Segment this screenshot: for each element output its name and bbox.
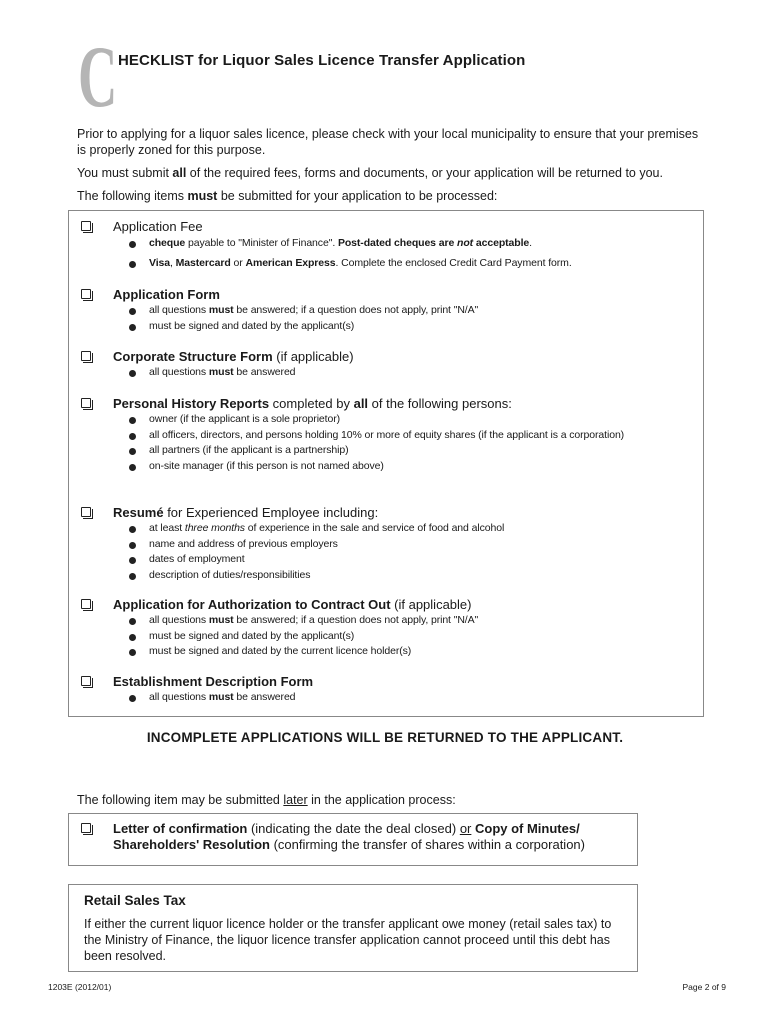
text: payable to "Minister of Finance". [185,237,338,249]
list-item [127,236,667,252]
text: later [283,793,308,807]
checkbox-icon[interactable] [81,289,91,299]
later-items-box [68,813,638,866]
list-item [127,521,667,537]
text: Visa [149,256,171,269]
text: completed by [269,396,354,411]
tax-title: Retail Sales Tax [84,893,186,908]
item-heading [113,821,585,853]
text: be answered [233,366,296,378]
text: cheque [149,237,186,249]
list-item: on-site manager (if this person is not named above) [127,459,667,475]
heading-text: Application for Authorization to Contract Out [113,597,391,612]
text: all questions [149,614,209,626]
bullet-list [127,412,667,474]
list-item: owner (if the applicant is a sole proprietor) [127,412,667,428]
text: of experience in the sale and service of food and alcohol [244,522,505,534]
text: Mastercard [175,256,231,269]
text: all questions [149,366,209,378]
list-item: name and address of previous employers [127,537,667,553]
checkbox-icon[interactable] [81,823,91,833]
text: must [208,614,234,626]
bullet-list [127,690,667,706]
item-heading [113,349,354,364]
text: be answered [233,691,296,703]
text: , [170,256,176,269]
text: three months [184,522,245,534]
bullet-list [127,521,667,583]
page-number: Page 2 of 9 [682,982,726,992]
checkbox-icon[interactable] [81,599,91,609]
text: must [208,304,234,316]
text: (confirming the transfer of shares within a corporation) [269,837,585,852]
heading-suffix: (if applicable) [272,349,354,364]
checkbox-icon[interactable] [81,507,91,517]
bullet-list [127,365,667,381]
text: Copy of Minutes/ [471,821,580,836]
text: The following item may be submitted [77,793,284,807]
incomplete-warning: INCOMPLETE APPLICATIONS WILL BE RETURNED TO THE APPLICANT. [146,730,624,745]
list-item: must be signed and dated by the current licence holder(s) [127,644,667,660]
item-heading [113,287,220,302]
item-heading [113,396,512,411]
heading-text: Establishment Description Form [113,674,314,689]
heading-text: Application Form [113,287,220,302]
later-items-paragraph [77,792,707,808]
text: . Complete the enclosed Credit Card Payment form. [335,256,572,269]
emphasis: must [187,189,218,203]
retail-sales-tax-box [68,884,638,972]
text: all questions [149,304,209,316]
text: acceptable [473,237,530,249]
checkbox-icon[interactable] [81,221,91,231]
intro-following-paragraph [77,188,707,204]
list-item [127,613,667,629]
checkbox-icon[interactable] [81,398,91,408]
text: American Express [245,256,336,269]
text: be answered; if a question does not apply, print "N/A" [233,614,479,626]
text: or [230,256,246,269]
text: Letter of confirmation [113,821,248,836]
text: Post-dated cheques are [337,237,458,249]
list-item: all partners (if the applicant is a partnership) [127,443,667,459]
heading-text: Corporate Structure Form [113,349,273,364]
text: not [457,237,474,249]
item-heading [113,597,471,612]
tax-body: If either the current liquor licence holder or the transfer applicant owe money (retail sales tax) to the Ministry of Finance, the liquor licence transfer application cannot proceed until this debt has been resolved. [84,917,612,963]
emphasis: all [172,166,187,180]
bullet-list [127,303,667,334]
text: in the application process: [307,793,456,807]
text: . [529,237,532,249]
list-item: dates of employment [127,552,667,568]
text: Shareholders' Resolution [113,837,270,852]
text: be submitted for your application to be processed: [217,189,498,203]
checkbox-icon[interactable] [81,351,91,361]
heading-text: Personal History Reports [113,396,270,411]
bullet-list [127,236,667,271]
list-item: must be signed and dated by the applicant(s) [127,629,667,645]
text: You must submit [77,166,173,180]
heading-suffix: (if applicable) [390,597,472,612]
text: must [208,691,234,703]
text: must [208,366,234,378]
item-heading [113,219,203,234]
document-title [78,29,718,126]
text: The following items [77,189,188,203]
bullet-list [127,613,667,660]
text: (indicating the date the deal closed) [247,821,460,836]
form-number: 1203E (2012/01) [48,982,112,992]
list-item: all officers, directors, and persons holding 10% or more of equity shares (if the applicant is a corporation) [127,428,667,444]
text: all [353,396,369,411]
text: of the following persons: [368,396,512,411]
text: for Experienced Employee including: [163,505,379,520]
heading-text: Application Fee [113,219,203,234]
text: or [459,821,472,836]
intro-zoning-paragraph: Prior to applying for a liquor sales licence, please check with your local municipality to ensure that your premises is properly zoned for this purpose. [77,127,699,157]
list-item [127,690,667,706]
list-item: description of duties/responsibilities [127,568,667,584]
list-item [127,256,667,272]
item-heading [113,674,313,689]
text: be answered; if a question does not apply, print "N/A" [233,304,479,316]
required-items-box [68,210,704,717]
text: at least [149,522,185,534]
text: of the required fees, forms and documents, or your application will be returned to you. [186,166,663,180]
list-item [127,365,667,381]
text: all questions [149,691,209,703]
list-item [127,303,667,319]
title-text: HECKLIST for Liquor Sales Licence Transfer Application [118,52,526,69]
title-dropcap: C [78,29,118,126]
list-item: must be signed and dated by the applicant(s) [127,319,667,335]
heading-text: Resumé [113,505,164,520]
intro-submit-paragraph [77,165,707,181]
checkbox-icon[interactable] [81,676,91,686]
item-heading [113,505,378,520]
